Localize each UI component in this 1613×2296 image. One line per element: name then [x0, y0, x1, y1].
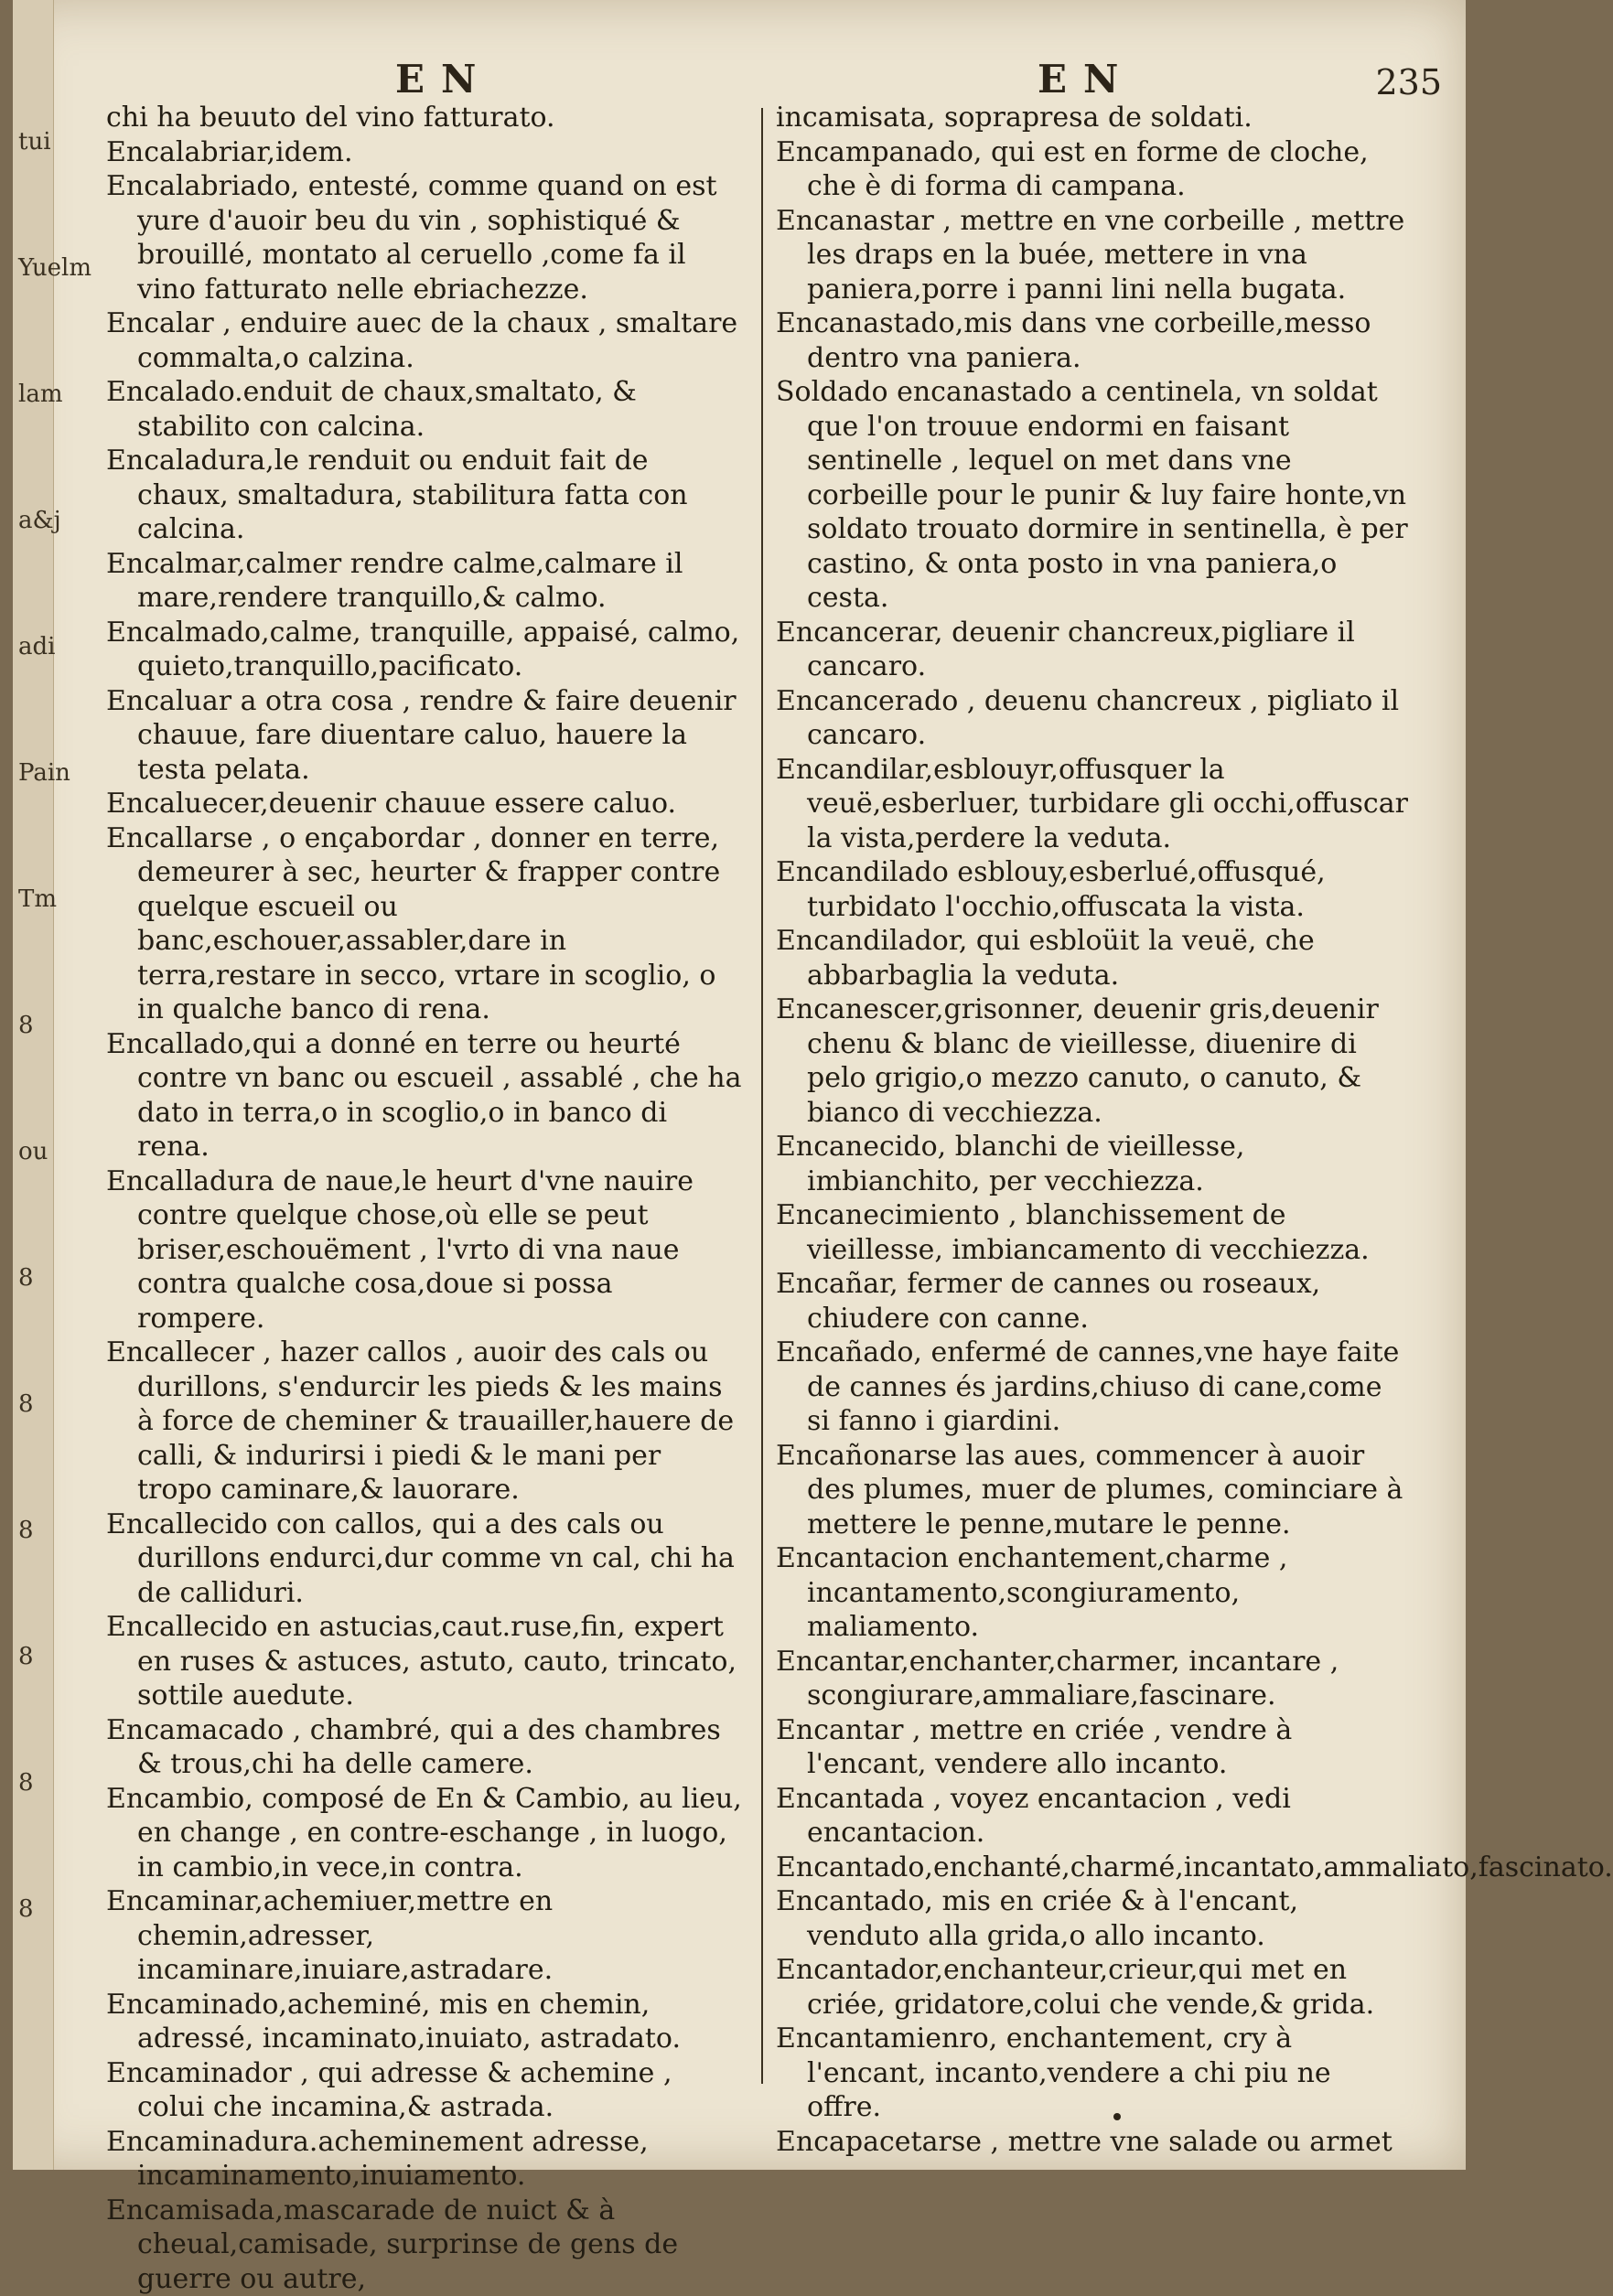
dictionary-entry: incamisata, soprapresa de soldati. — [776, 101, 1412, 135]
dictionary-entry: Encambio, composé de En & Cambio, au lieu, en change , en contre-eschange , in luogo, in cambio,in vece,in contra. — [106, 1782, 742, 1885]
dictionary-entry: Encampanado, qui est en forme de cloche, che è di forma di campana. — [776, 135, 1412, 204]
dictionary-entry: Encaminador , qui adresse & achemine , colui che incamina,& astrada. — [106, 2056, 742, 2125]
margin-mark: Yuelm — [18, 254, 91, 282]
footer-dot — [1113, 2113, 1121, 2120]
dictionary-entry: Encaminar,achemiuer,mettre en chemin,adresser, incaminare,inuiare,astradare. — [106, 1884, 742, 1988]
dictionary-entry: Encalmar,calmer rendre calme,calmare il mare,rendere tranquillo,& calmo. — [106, 547, 742, 616]
dictionary-entry: Encamisada,mascarade de nuict & à cheual,camisade, surprinse de gens de guerre ou autre, — [106, 2194, 742, 2296]
book-page — [13, 0, 1466, 2170]
dictionary-entry: Encantador,enchanteur,crieur,qui met en criée, gridatore,colui che vende,& grida. — [776, 1953, 1412, 2022]
margin-mark: tui — [18, 128, 51, 156]
dictionary-entry: Soldado encanastado a centinela, vn soldat que l'on trouue endormi en faisant sentinelle , lequel on met dans vne corbeille pour le punir & luy faire honte,vn soldato trouato dormire in sentinella, è per castino, & onta posto in vna paniera,o cesta. — [776, 375, 1412, 616]
dictionary-entry: Encantar , mettre en criée , vendre à l'encant, vendere allo incanto. — [776, 1713, 1412, 1782]
dictionary-entry: Encaluecer,deuenir chauue essere caluo. — [106, 787, 742, 821]
dictionary-entry: Encamacado , chambré, qui a des chambres & trous,chi ha delle camere. — [106, 1713, 742, 1782]
dictionary-entry: Encanastar , mettre en vne corbeille , mettre les draps en la buée, mettere in vna paniera,porre i panni lini nella bugata. — [776, 204, 1412, 307]
dictionary-entry: Encanastado,mis dans vne corbeille,messo dentro vna paniera. — [776, 306, 1412, 375]
dictionary-entry: Encapacetarse , mettre vne salade ou armet — [776, 2125, 1412, 2160]
dictionary-entry: Encantado,enchanté,charmé,incantato,ammaliato,fascinato. — [776, 1851, 1412, 1885]
left-column — [106, 101, 742, 2086]
dictionary-entry: Encallarse , o ençabordar , donner en terre, demeurer à sec, heurter & frapper contre quelque escueil ou banc,eschouer,assabler,dare in terra,restare in secco, vrtare in scoglio, o in qualche banco di rena. — [106, 821, 742, 1027]
dictionary-entry: Encanescer,grisonner, deuenir gris,deuenir chenu & blanc de vieillesse, diuenire di pelo grigio,o mezzo canuto, o canuto, & bianco di vecchiezza. — [776, 992, 1412, 1130]
right-column — [776, 101, 1412, 2086]
margin-mark: 8 — [18, 1012, 34, 1039]
dictionary-entry: Encandilador, qui esbloüit la veuë, che abbarbaglia la veduta. — [776, 924, 1412, 992]
dictionary-entry: Encantacion enchantement,charme , incantamento,scongiuramento, maliamento. — [776, 1541, 1412, 1645]
dictionary-entry: Encanecimiento , blanchissement de vieillesse, imbiancamento di vecchiezza. — [776, 1198, 1412, 1267]
column-divider — [761, 108, 763, 2084]
margin-mark: Pain — [18, 759, 70, 787]
dictionary-entry: Encalabriado, entesté, comme quand on est yure d'auoir beu du vin , sophistiqué & brouillé, montato al ceruello ,come fa il vino fatturato nelle ebriachezze. — [106, 169, 742, 306]
header-left: EN — [395, 57, 492, 102]
margin-mark: 8 — [18, 1895, 34, 1923]
header-right: EN — [1038, 57, 1134, 102]
dictionary-entry: Encancerar, deuenir chancreux,pigliare il cancaro. — [776, 616, 1412, 684]
dictionary-entry: Encallado,qui a donné en terre ou heurté contre vn banc ou escueil , assablé , che ha dato in terra,o in scoglio,o in banco di rena. — [106, 1027, 742, 1164]
dictionary-entry: Encalmado,calme, tranquille, appaisé, calmo, quieto,tranquillo,pacificato. — [106, 616, 742, 684]
page-number: 235 — [1375, 62, 1442, 102]
dictionary-entry: Encallecer , hazer callos , auoir des cals ou durillons, s'endurcir les pieds & les mains à force de cheminer & trauailler,hauere de calli, & indurirsi i piedi & le mani per tropo caminare,& lauorare. — [106, 1336, 742, 1507]
dictionary-entry: Encallecido con callos, qui a des cals ou durillons endurci,dur comme vn cal, chi ha de calliduri. — [106, 1507, 742, 1611]
dictionary-entry: Encañonarse las aues, commencer à auoir des plumes, muer de plumes, cominciare à mettere le penne,mutare le penne. — [776, 1439, 1412, 1542]
margin-mark: 8 — [18, 1264, 34, 1292]
dictionary-entry: Encalar , enduire auec de la chaux , smaltare commalta,o calzina. — [106, 306, 742, 375]
dictionary-entry: Encaladura,le renduit ou enduit fait de chaux, smaltadura, stabilitura fatta con calcina. — [106, 444, 742, 547]
dictionary-entry: Encancerado , deuenu chancreux , pigliato il cancaro. — [776, 684, 1412, 753]
dictionary-entry: Encandilar,esblouyr,offusquer la veuë,esberluer, turbidare gli occhi,offuscar la vista,perdere la veduta. — [776, 753, 1412, 856]
dictionary-entry: Encantada , voyez encantacion , vedi encantacion. — [776, 1782, 1412, 1851]
dictionary-entry: Encanecido, blanchi de vieillesse, imbianchito, per vecchiezza. — [776, 1130, 1412, 1198]
dictionary-entry: Encantamienro, enchantement, cry à l'encant, incanto,vendere a chi piu ne offre. — [776, 2022, 1412, 2125]
margin-mark: 8 — [18, 1390, 34, 1418]
dictionary-entry: Encalado.enduit de chaux,smaltato, & stabilito con calcina. — [106, 375, 742, 444]
margin-mark: 8 — [18, 1769, 34, 1797]
margin-mark: Tm — [18, 885, 57, 913]
dictionary-entry: Encaluar a otra cosa , rendre & faire deuenir chauue, fare diuentare caluo, hauere la testa pelata. — [106, 684, 742, 788]
dictionary-entry: Encañado, enfermé de cannes,vne haye faite de cannes és jardins,chiuso di cane,come si fanno i giardini. — [776, 1336, 1412, 1439]
dictionary-entry: Encaminadura.acheminement adresse, incaminamento,inuiamento. — [106, 2125, 742, 2194]
dictionary-entry: Encalabriar,idem. — [106, 135, 742, 170]
dictionary-entry: Encandilado esblouy,esberlué,offusqué, turbidato l'occhio,offuscata la vista. — [776, 855, 1412, 924]
dictionary-entry: Encallecido en astucias,caut.ruse,fin, expert en ruses & astuces, astuto, cauto, trincato, sottile auedute. — [106, 1610, 742, 1713]
dictionary-entry: Encantado, mis en criée & à l'encant, venduto alla grida,o allo incanto. — [776, 1884, 1412, 1953]
margin-mark: 8 — [18, 1517, 34, 1544]
margin-mark: a&j — [18, 507, 61, 534]
dictionary-entry: Encalladura de naue,le heurt d'vne nauire contre quelque chose,où elle se peut briser,eschouëment , l'vrto di vna naue contra qualche cosa,doue si possa rompere. — [106, 1164, 742, 1336]
margin-mark: 8 — [18, 1643, 34, 1670]
dictionary-entry: chi ha beuuto del vino fatturato. — [106, 101, 742, 135]
adjacent-page-edge — [13, 0, 54, 2170]
margin-mark: ou — [18, 1138, 48, 1165]
dictionary-entry: Encaminado,acheminé, mis en chemin, adressé, incaminato,inuiato, astradato. — [106, 1988, 742, 2056]
margin-mark: lam — [18, 381, 62, 408]
dictionary-entry: Encañar, fermer de cannes ou roseaux, chiudere con canne. — [776, 1267, 1412, 1336]
dictionary-entry: Encantar,enchanter,charmer, incantare , scongiurare,ammaliare,fascinare. — [776, 1645, 1412, 1713]
margin-mark: adi — [18, 633, 55, 660]
